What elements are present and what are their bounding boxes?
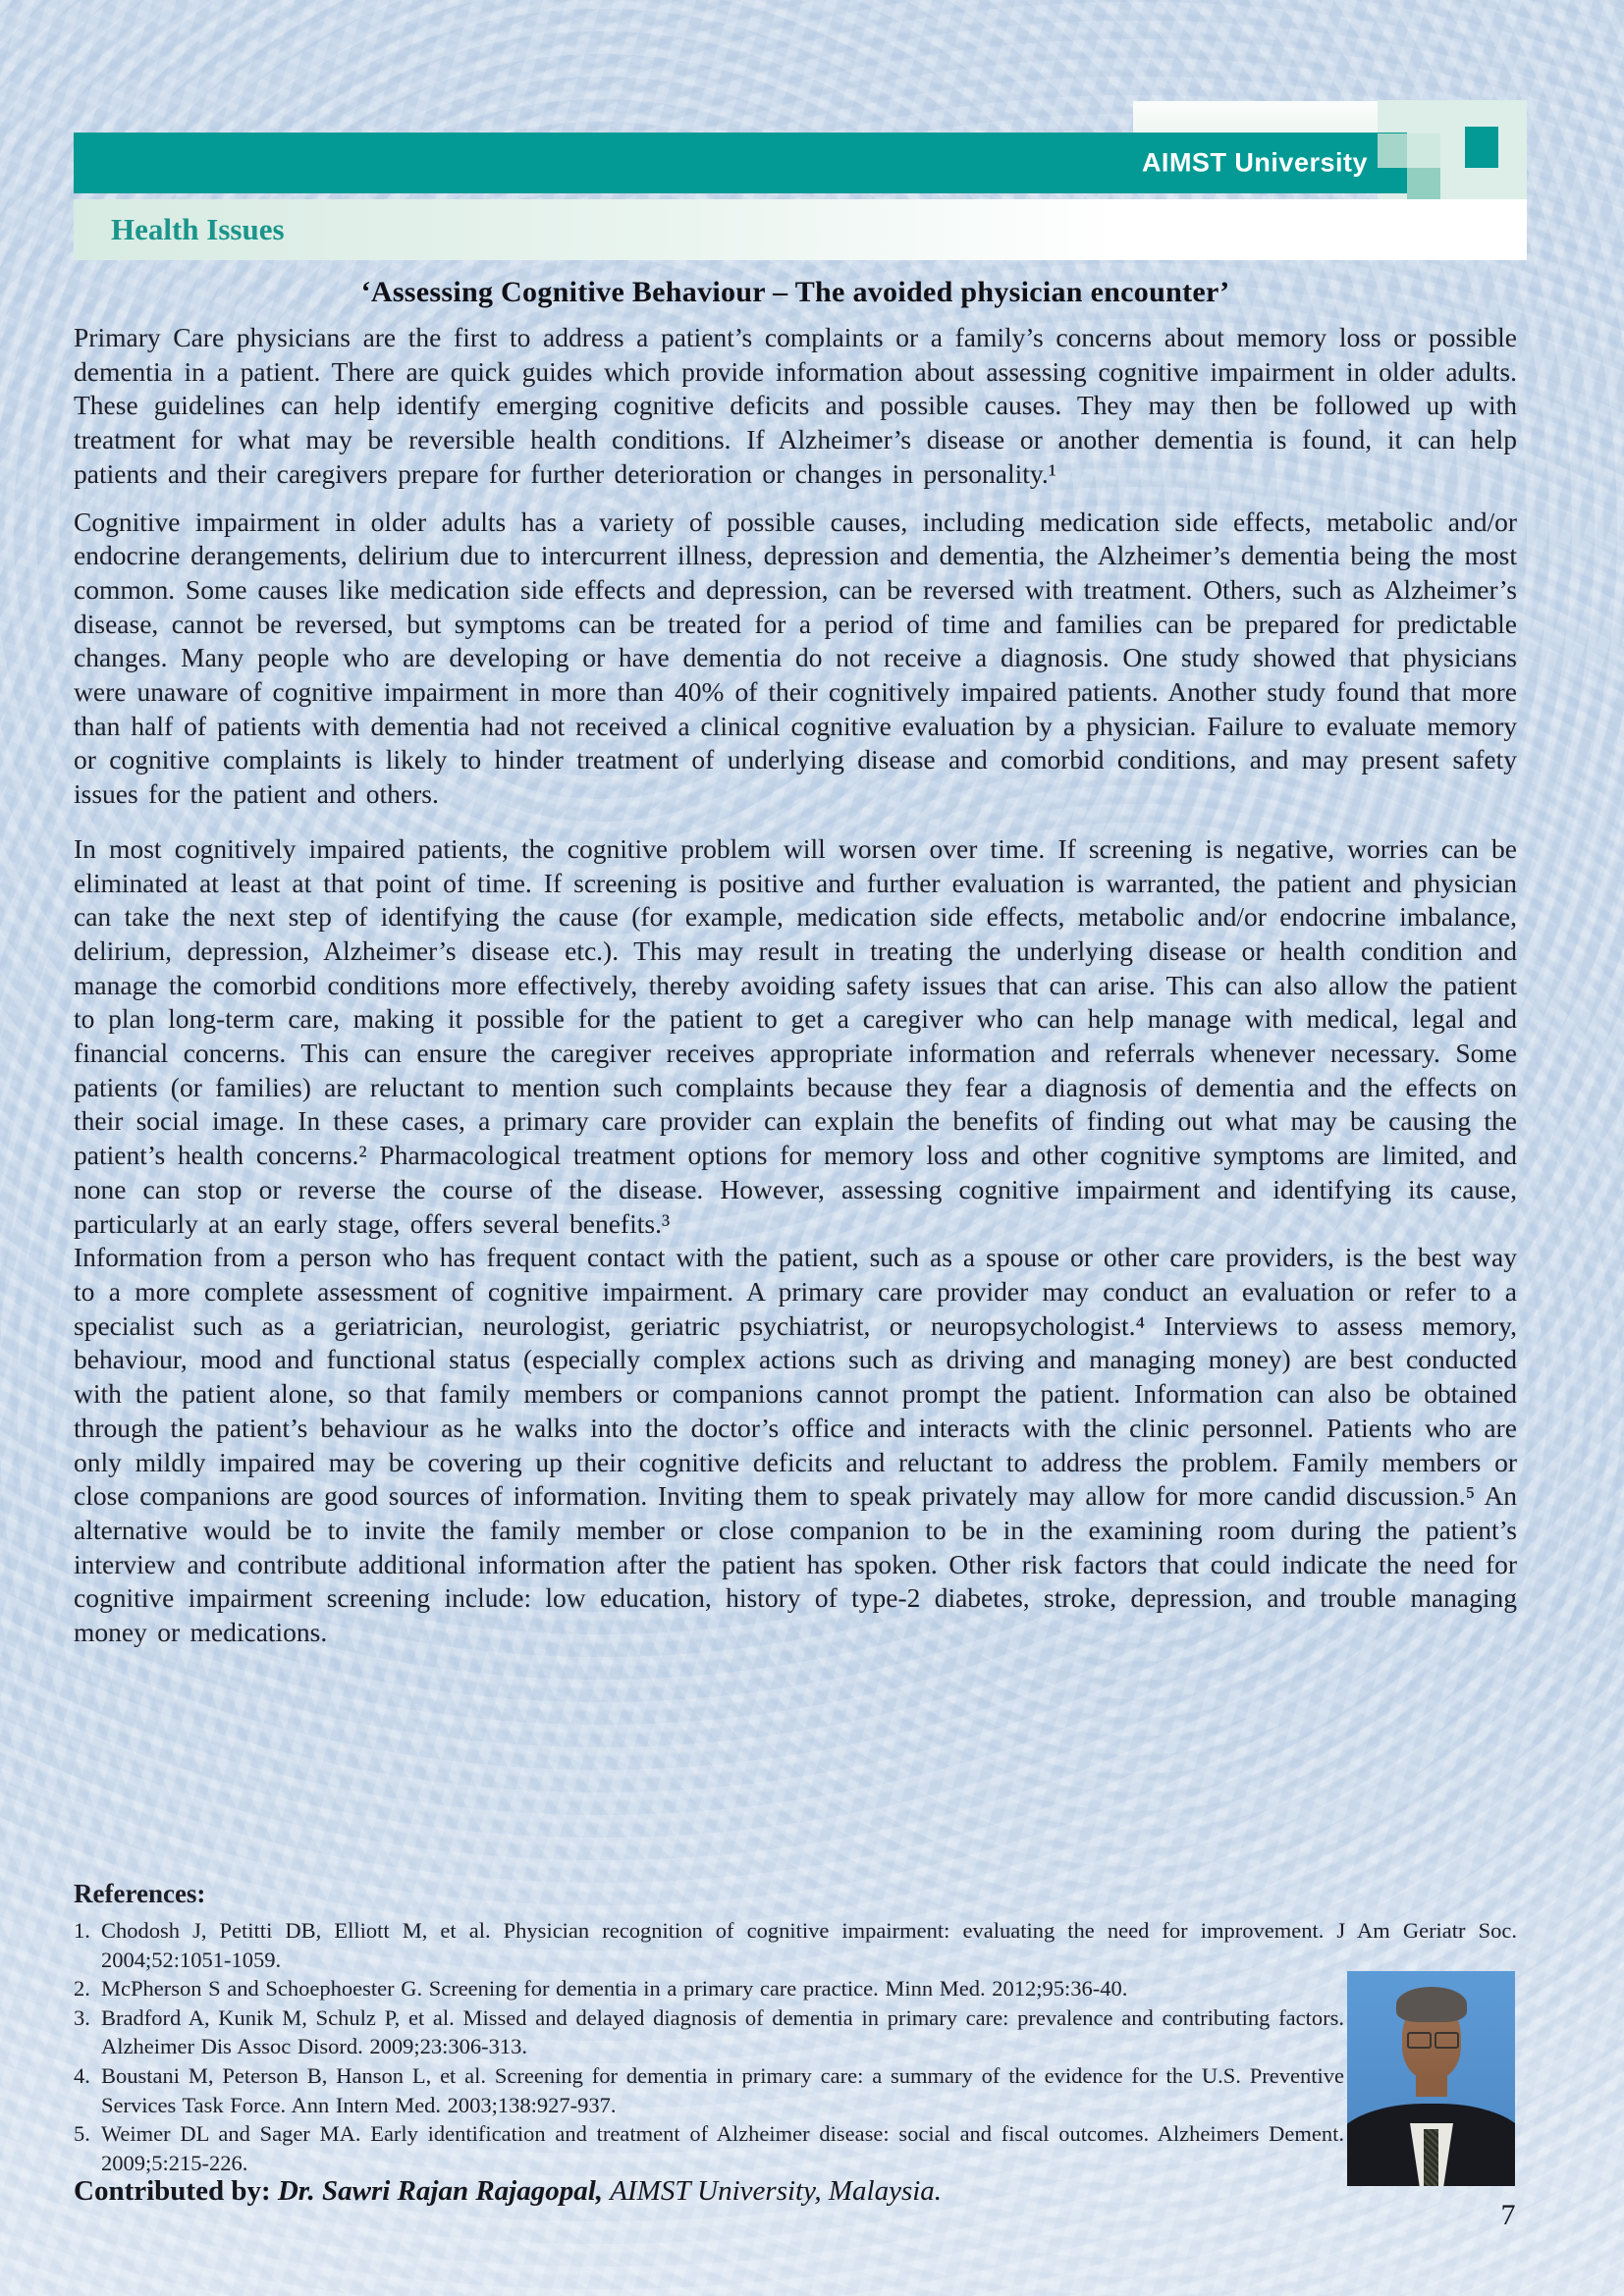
contributor-name: Dr. Sawri Rajan Rajagopal,: [277, 2175, 604, 2207]
header-bar: [74, 133, 1407, 193]
reference-text: Boustani M, Peterson B, Hanson L, et al. Screening for dementia in primary care: a summary of the evidence for the U.S. Preventive Services Task Force. Ann Intern Med. 2003;138:927-937.: [101, 2062, 1344, 2117]
reference-number: 3.: [74, 2004, 90, 2030]
article-paragraph-2: Cognitive impairment in older adults has a variety of possible causes, including medication side effects, metabolic and/or endocrine derangements, delirium due to intercurrent illness, depression and dementia, the Alzheimer’s dementia being the most common. Some causes like medication side effects and depression, can be reversed with treatment. Others, such as Alzheimer’s disease, cannot be reversed, but symptoms can be treated for a period of time and families can be prepared for predictable changes. Many people who are developing or have dementia do not receive a diagnosis. One study showed that physicians were unaware of cognitive impairment in more than 40% of their cognitively impaired patients. Another study found that more than half of patients with dementia had not received a clinical cognitive evaluation by a physician. Failure to evaluate memory or cognitive complaints is likely to hinder treatment of underlying disease and comorbid conditions, and may present safety issues for the patient and others.: [74, 506, 1517, 810]
header-light-panel-left: [1133, 101, 1379, 133]
photo-hair-shape: [1396, 1987, 1467, 2022]
reference-item-1: [74, 1916, 1517, 1974]
reference-item-4: [74, 2061, 1344, 2119]
reference-item-2: [74, 1974, 1517, 2003]
contributor-affiliation: AIMST University, Malaysia.: [610, 2175, 943, 2207]
page-number: 7: [1500, 2199, 1516, 2231]
photo-tie-shape: [1424, 2129, 1438, 2186]
photo-glasses-left-lens: [1407, 2032, 1432, 2049]
reference-number: 2.: [74, 1976, 90, 2002]
decorative-square-3: [1465, 127, 1498, 168]
decorative-square-1: [1378, 133, 1407, 168]
references-heading: References:: [74, 1879, 206, 1908]
article-paragraph-1: Primary Care physicians are the first to address a patient’s complaints or a family’s concerns about memory loss or possible dementia in a patient. There are quick guides which provide information about assessing cognitive impairment in older adults. These guidelines can help identify emerging cognitive deficits and possible causes. They may then be followed up with treatment for what may be reversible health conditions. If Alzheimer’s disease or another dementia is found, it can help patients and their caregivers prepare for further deterioration or changes in personality.¹: [74, 322, 1517, 489]
section-banner: [74, 199, 1527, 260]
reference-item-3: [74, 2003, 1344, 2061]
reference-number: 4.: [74, 2062, 90, 2088]
university-name-label: AIMST University: [1141, 147, 1368, 178]
article-body: [74, 321, 1517, 1878]
contributor-photo: [1347, 1971, 1515, 2186]
references-section: [74, 1879, 1517, 2177]
reference-item-5: [74, 2119, 1344, 2177]
article-title: ‘Assessing Cognitive Behaviour – The avoided physician encounter’: [360, 276, 1230, 308]
section-title: Health Issues: [111, 212, 285, 246]
contributor-line: [74, 2175, 1340, 2208]
article-paragraph-4: Information from a person who has frequent contact with the patient, such as a spouse or other care providers, is the best way to a more complete assessment of cognitive impairment. A primary care provider may conduct an evaluation or refer to a specialist such as a geriatrician, neurologist, geriatric psychiatrist, or neuropsychologist.⁴ Interviews to assess memory, behaviour, mood and functional status (especially complex actions such as driving and managing money) are best conducted with the patient alone, so that family members or companions cannot prompt the patient. Information can also be obtained through the patient’s behaviour as he walks into the doctor’s office and interacts with the clinic personnel. Patients who are only mildly impaired may be covering up their cognitive deficits and reluctant to address the problem. Family members or close companions are good sources of information. Inviting them to speak privately may allow for more candid discussion.⁵ An alternative would be to invite the family member or close companion to be in the examining room during the patient’s interview and contribute additional information after the patient has spoken. Other risk factors that could indicate the need for cognitive impairment screening include: low education, history of type-2 diabetes, stroke, depression, and trouble managing money or medications.: [74, 1242, 1517, 1648]
reference-text: McPherson S and Schoephoester G. Screening for dementia in a primary care practice. Minn Med. 2012;95:36-40.: [101, 1976, 1128, 2002]
reference-number: 1.: [74, 1918, 90, 1943]
reference-number: 5.: [74, 2121, 90, 2147]
reference-text: Chodosh J, Petitti DB, Elliott M, et al. Physician recognition of cognitive impairment: evaluating the need for improvement. J Am Geriatr Soc. 2004;52:1051-1059.: [101, 1918, 1517, 1972]
reference-text: Bradford A, Kunik M, Schulz P, et al. Missed and delayed diagnosis of dementia in primary care: prevalence and contributing factors. Alzheimer Dis Assoc Disord. 2009;23:306-313.: [101, 2004, 1344, 2059]
contributor-label: Contributed by:: [74, 2175, 271, 2207]
decorative-square-4: [1407, 168, 1440, 201]
reference-text: Weimer DL and Sager MA. Early identification and treatment of Alzheimer disease: social and fiscal outcomes. Alzheimers Dement. 2009;5:215-226.: [101, 2121, 1344, 2175]
photo-glasses-right-lens: [1435, 2032, 1459, 2049]
decorative-square-2: [1407, 133, 1440, 168]
article-paragraph-3: In most cognitively impaired patients, the cognitive problem will worsen over time. If screening is negative, worries can be eliminated at least at that point of time. If screening is positive and further evaluation is warranted, the patient and physician can take the next step of identifying the cause (for example, medication side effects, metabolic and/or endocrine imbalance, delirium, depression, Alzheimer’s disease etc.). This may result in treating the underlying disease or health condition and manage the comorbid conditions more effectively, thereby avoiding safety issues that can arise. This can also allow the patient to plan long-term care, making it possible for the patient to get a caregiver who can help manage with medical, legal and financial concerns. This can ensure the caregiver receives appropriate information and referrals whenever necessary. Some patients (or families) are reluctant to mention such complaints because they fear a diagnosis of dementia and the effects on their social image. In these cases, a primary care provider can explain the benefits of finding out what may be causing the patient’s health concerns.² Pharmacological treatment options for memory loss and other cognitive symptoms are limited, and none can stop or reverse the course of the disease. However, assessing cognitive impairment and identifying its cause, particularly at an early stage, offers several benefits.³: [74, 832, 1517, 1239]
